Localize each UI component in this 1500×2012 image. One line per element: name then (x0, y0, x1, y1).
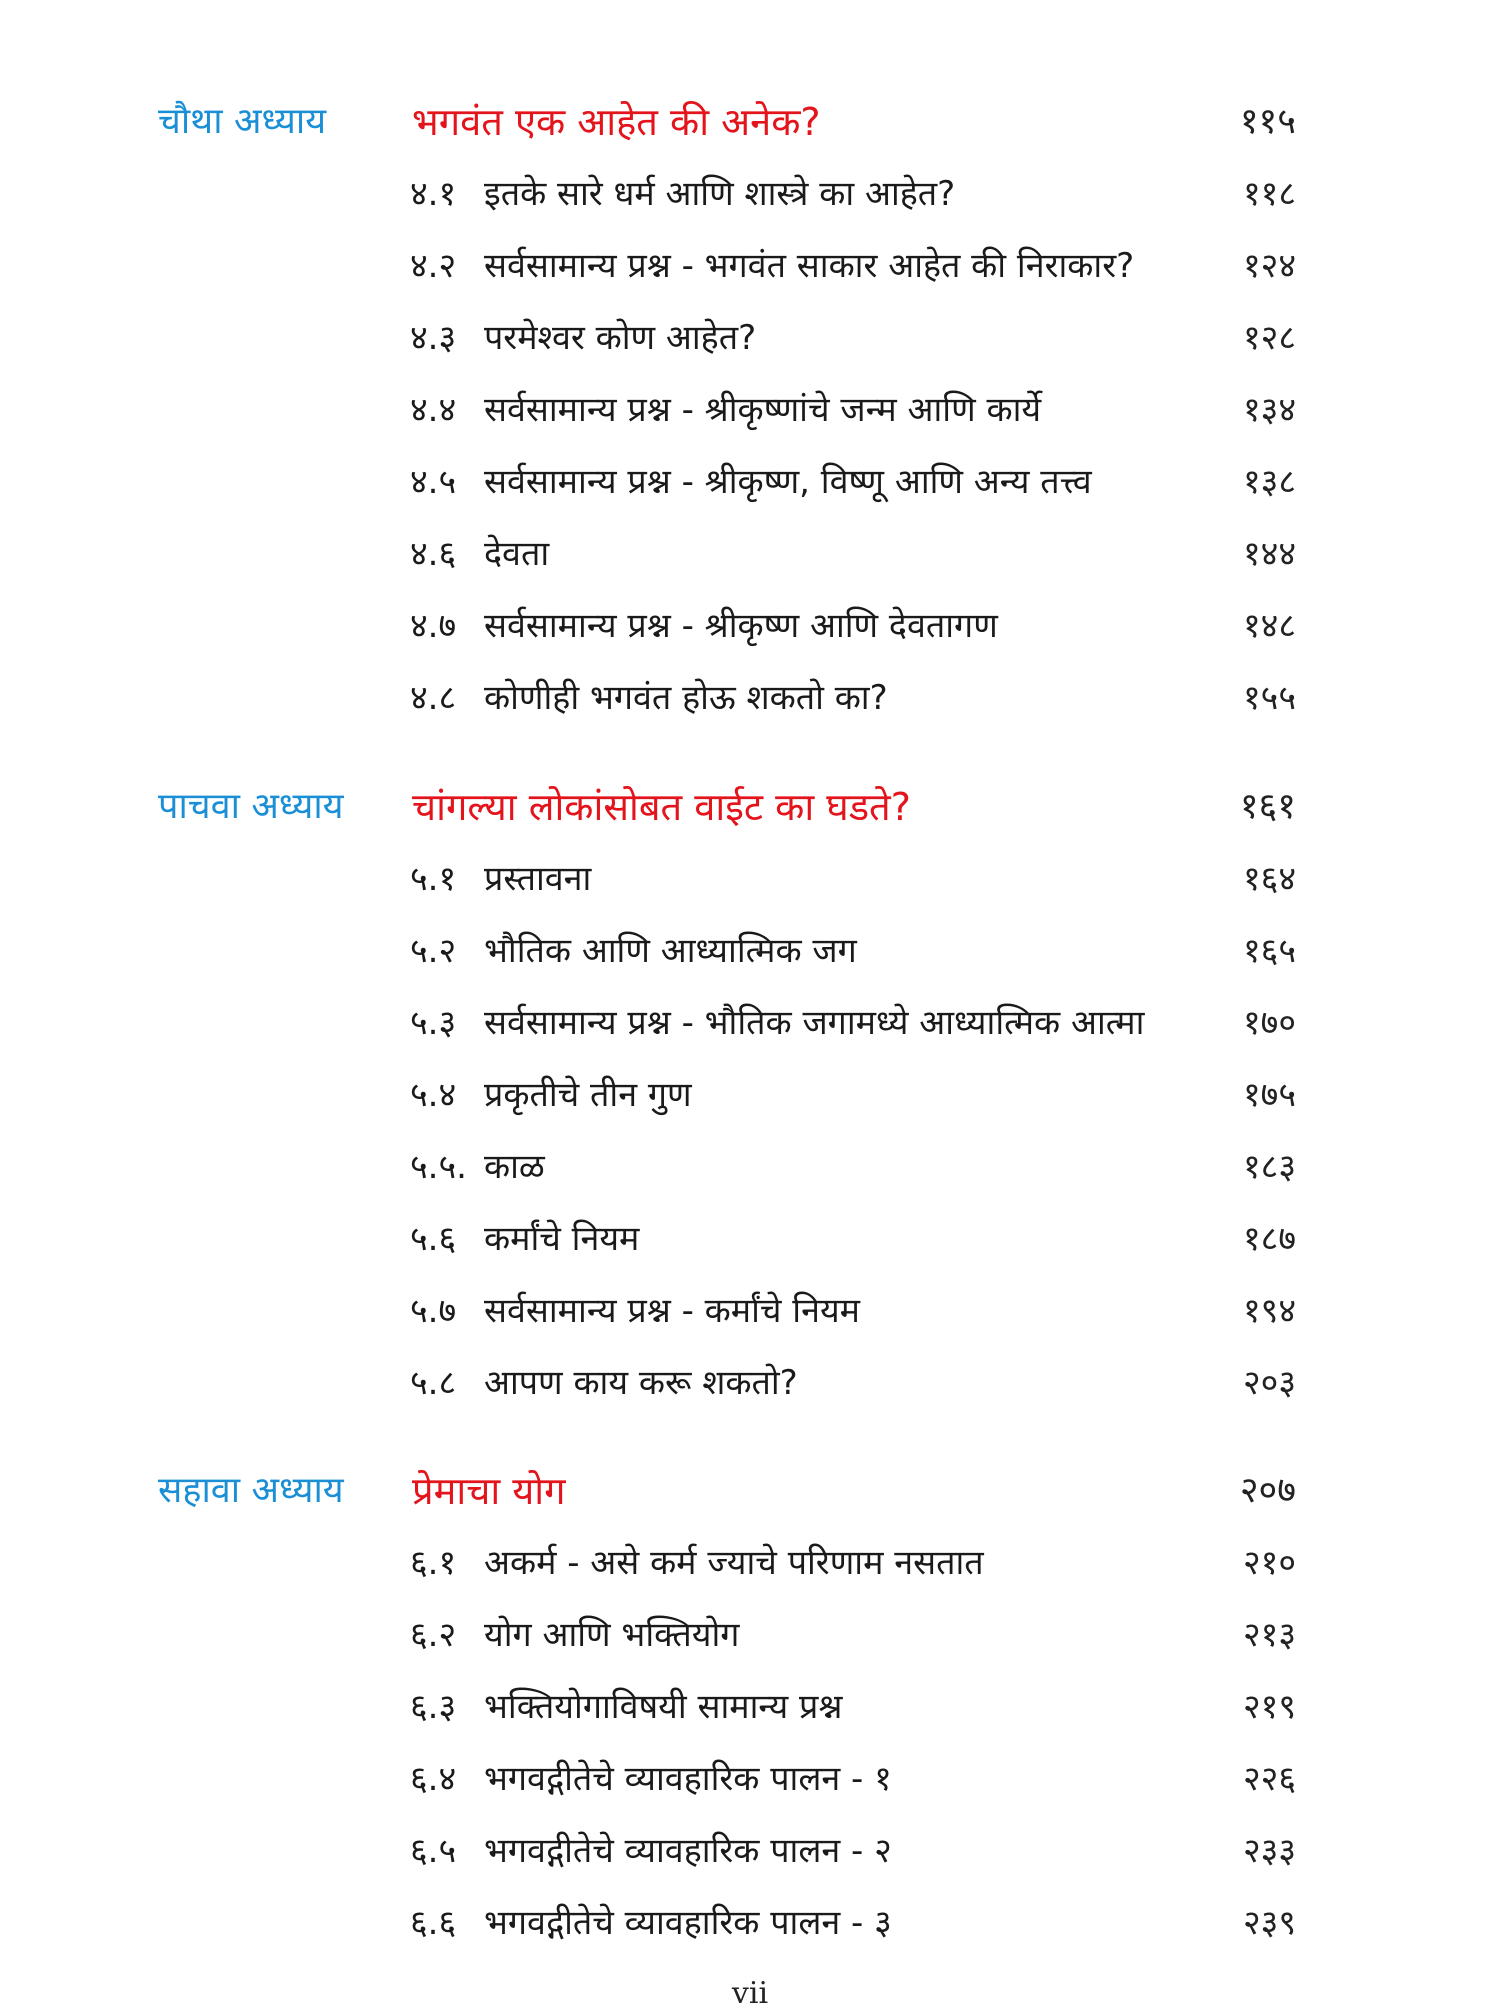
entry-number: ४.६ (410, 534, 457, 574)
entry-page-number: १४८ (1242, 606, 1296, 646)
toc-entry[interactable] (0, 374, 1500, 446)
toc-entry[interactable] (0, 1671, 1500, 1743)
chapter-label: सहावा अध्याय (158, 1470, 344, 1511)
entry-title: भक्तियोगाविषयी सामान्य प्रश्न (484, 1687, 843, 1727)
chapter-heading[interactable] (0, 86, 1500, 158)
entry-number: ४.७ (410, 606, 457, 646)
entry-page-number: १२८ (1242, 318, 1296, 358)
entry-title: परमेश्वर कोण आहेत? (484, 318, 757, 358)
entry-page-number: १७५ (1242, 1075, 1296, 1115)
entry-page-number: २१९ (1242, 1687, 1296, 1727)
entry-title: सर्वसामान्य प्रश्न - कर्मांचे नियम (484, 1291, 861, 1331)
entry-number: ५.७ (410, 1291, 457, 1331)
entry-title: सर्वसामान्य प्रश्न - भगवंत साकार आहेत की निराकार? (484, 246, 1135, 286)
entry-number: ६.४ (410, 1759, 457, 1799)
entry-number: ५.५. (410, 1147, 467, 1187)
entry-title: सर्वसामान्य प्रश्न - श्रीकृष्ण, विष्णू आणि अन्य तत्त्व (484, 462, 1092, 502)
entry-title: आपण काय करू शकतो? (484, 1363, 798, 1403)
entry-page-number: १४४ (1242, 534, 1296, 574)
entry-title: प्रकृतीचे तीन गुण (484, 1075, 692, 1115)
chapter-label: पाचवा अध्याय (158, 786, 344, 827)
entry-page-number: २१० (1242, 1543, 1296, 1583)
entry-number: ५.२ (410, 931, 457, 971)
toc-entry[interactable] (0, 662, 1500, 734)
toc-entry[interactable] (0, 1743, 1500, 1815)
chapter-label: चौथा अध्याय (158, 101, 327, 142)
entry-page-number: १३४ (1242, 390, 1296, 430)
entry-page-number: २२६ (1242, 1759, 1296, 1799)
entry-number: ५.८ (410, 1363, 457, 1403)
entry-number: ६.२ (410, 1615, 457, 1655)
toc-entry[interactable] (0, 1275, 1500, 1347)
entry-page-number: १७० (1242, 1003, 1296, 1043)
entry-page-number: २०३ (1242, 1363, 1296, 1403)
entry-page-number: १८७ (1242, 1219, 1296, 1259)
toc-entry[interactable] (0, 843, 1500, 915)
chapter-4-section (0, 86, 1500, 734)
toc-entry[interactable] (0, 518, 1500, 590)
entry-page-number: १३८ (1242, 462, 1296, 502)
entry-page-number: १६५ (1242, 931, 1296, 971)
entry-page-number: १९४ (1242, 1291, 1296, 1331)
entry-title: भगवद्गीतेचे व्यावहारिक पालन - २ (484, 1831, 892, 1871)
entry-number: ४.४ (410, 390, 457, 430)
entry-number: ४.८ (410, 678, 457, 718)
entry-page-number: १२४ (1242, 246, 1296, 286)
chapter-heading[interactable] (0, 1455, 1500, 1527)
chapter-title: चांगल्या लोकांसोबत वाईट का घडते? (412, 785, 911, 829)
chapter-6-section (0, 1455, 1500, 1959)
entry-page-number: २३३ (1242, 1831, 1296, 1871)
entry-number: ५.१ (410, 859, 457, 899)
entry-title: कोणीही भगवंत होऊ शकतो का? (484, 678, 888, 718)
chapter-page-number: १६१ (1239, 786, 1296, 827)
entry-title: सर्वसामान्य प्रश्न - श्रीकृष्णांचे जन्म आणि कार्ये (484, 390, 1042, 430)
toc-entry[interactable] (0, 987, 1500, 1059)
entry-number: ५.६ (410, 1219, 457, 1259)
entry-number: ४.१ (410, 174, 457, 214)
chapter-page-number: ११५ (1239, 101, 1296, 142)
entry-number: ५.४ (410, 1075, 457, 1115)
entry-page-number: २३९ (1242, 1903, 1296, 1943)
entry-title: भगवद्गीतेचे व्यावहारिक पालन - १ (484, 1759, 892, 1799)
entry-title: प्रस्तावना (484, 859, 592, 899)
entry-page-number: १८३ (1242, 1147, 1296, 1187)
toc-entry[interactable] (0, 590, 1500, 662)
entry-number: ६.५ (410, 1831, 457, 1871)
toc-entry[interactable] (0, 1887, 1500, 1959)
toc-entry[interactable] (0, 302, 1500, 374)
toc-entry[interactable] (0, 1347, 1500, 1419)
toc-entry[interactable] (0, 230, 1500, 302)
entry-title: भगवद्गीतेचे व्यावहारिक पालन - ३ (484, 1903, 892, 1943)
chapter-5-section (0, 771, 1500, 1419)
entry-number: ४.२ (410, 246, 457, 286)
entry-title: अकर्म - असे कर्म ज्याचे परिणाम नसतात (484, 1543, 984, 1583)
entry-title: योग आणि भक्तियोग (484, 1615, 740, 1655)
entry-title: देवता (484, 534, 550, 574)
chapter-title: प्रेमाचा योग (412, 1469, 566, 1513)
entry-page-number: १६४ (1242, 859, 1296, 899)
toc-entry[interactable] (0, 1131, 1500, 1203)
entry-number: ४.३ (410, 318, 457, 358)
toc-entry[interactable] (0, 915, 1500, 987)
toc-entry[interactable] (0, 158, 1500, 230)
toc-entry[interactable] (0, 1059, 1500, 1131)
toc-entry[interactable] (0, 446, 1500, 518)
entry-page-number: २१३ (1242, 1615, 1296, 1655)
toc-entry[interactable] (0, 1203, 1500, 1275)
entry-title: सर्वसामान्य प्रश्न - भौतिक जगामध्ये आध्यात्मिक आत्मा (484, 1003, 1145, 1043)
toc-entry[interactable] (0, 1599, 1500, 1671)
chapter-page-number: २०७ (1239, 1470, 1296, 1511)
toc-entry[interactable] (0, 1527, 1500, 1599)
entry-number: ६.३ (410, 1687, 457, 1727)
chapter-title: भगवंत एक आहेत की अनेक? (412, 100, 821, 144)
toc-entry[interactable] (0, 1815, 1500, 1887)
entry-number: ५.३ (410, 1003, 457, 1043)
entry-number: ६.६ (410, 1903, 457, 1943)
entry-title: कर्मांचे नियम (484, 1219, 640, 1259)
chapter-heading[interactable] (0, 771, 1500, 843)
footer-page-number: vii (731, 1976, 769, 2011)
entry-title: काळ (484, 1147, 545, 1187)
entry-title: इतके सारे धर्म आणि शास्त्रे का आहेत? (484, 174, 956, 214)
entry-page-number: १५५ (1242, 678, 1296, 718)
entry-number: ६.१ (410, 1543, 457, 1583)
entry-page-number: ११८ (1242, 174, 1296, 214)
entry-title: भौतिक आणि आध्यात्मिक जग (484, 931, 857, 971)
entry-title: सर्वसामान्य प्रश्न - श्रीकृष्ण आणि देवतागण (484, 606, 998, 646)
entry-number: ४.५ (410, 462, 457, 502)
